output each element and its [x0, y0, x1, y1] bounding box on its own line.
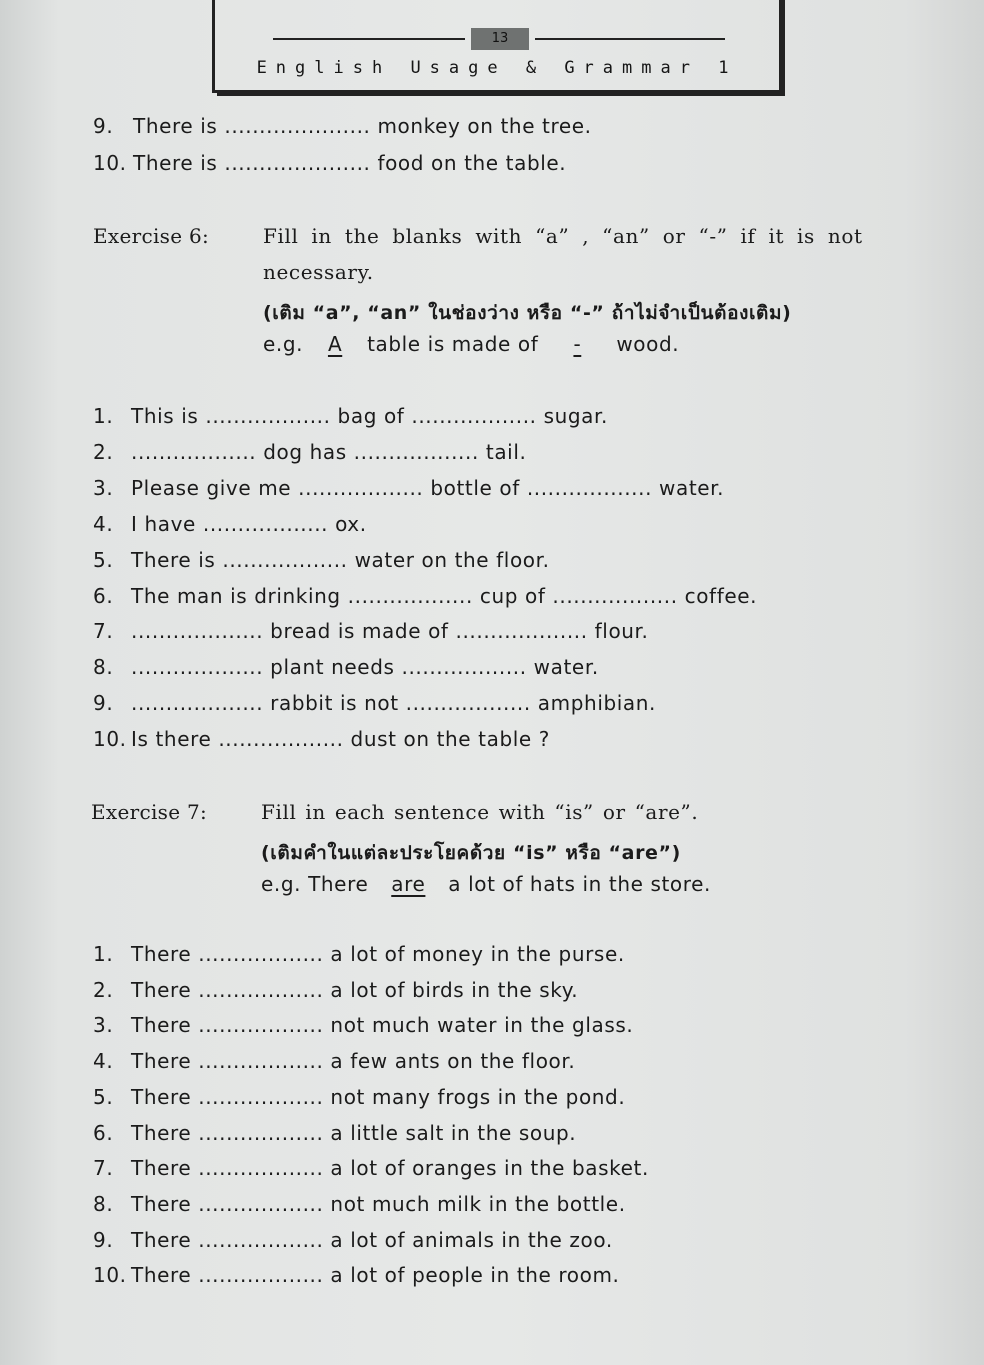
item-text: There .................. not many frogs in the pond. — [131, 1084, 626, 1109]
item-text: ................... plant needs .................. water. — [131, 655, 599, 680]
item-text: ................... bread is made of ................... flour. — [131, 619, 649, 644]
item-number: 1. — [93, 942, 114, 966]
item-number: 9. — [93, 691, 114, 716]
item-text: There .................. a lot of animals in the zoo. — [131, 1227, 613, 1252]
item-number: 6. — [93, 1120, 114, 1145]
header-rule-right — [535, 38, 725, 40]
exercise-6-instruction-cont: necessary. — [263, 260, 374, 284]
exercise-6-label: Exercise 6: — [93, 224, 210, 248]
item-number: 2. — [93, 439, 114, 464]
example-blank-1: A — [327, 332, 343, 356]
exercise-7-label: Exercise 7: — [91, 800, 208, 824]
item-number: 3. — [93, 475, 114, 500]
item-number: 10. — [93, 727, 127, 752]
item-text: Is there .................. dust on the table ? — [131, 727, 551, 752]
exercise-7-instruction: Fill in each sentence with “is” or “are”. — [261, 800, 699, 824]
item-text: There .................. a little salt in the soup. — [131, 1120, 577, 1145]
example-prefix: e.g. There — [261, 872, 369, 896]
header-rule-left — [273, 38, 465, 40]
item-number: 8. — [93, 1191, 114, 1216]
example-end: a lot of hats in the store. — [448, 872, 712, 896]
item-number: 2. — [93, 977, 114, 1002]
item-text: Please give me .................. bottle of .................. water. — [131, 475, 725, 500]
exercise-7-example — [261, 872, 711, 896]
item-text: There .................. not much water in the glass. — [131, 1013, 634, 1038]
item-text: There .................. not much milk in the bottle. — [131, 1191, 626, 1216]
item-text: There is ..................... monkey on the tree. — [133, 114, 592, 138]
item-text: The man is drinking .................. cup of .................. coffee. — [131, 583, 758, 608]
item-text: I have .................. ox. — [131, 511, 367, 536]
item-number: 9. — [93, 1227, 114, 1252]
item-text: There is .................. water on the floor. — [131, 547, 550, 572]
item-number: 6. — [93, 583, 114, 608]
example-end: wood. — [616, 332, 680, 356]
book-title: English Usage & Grammar 1 — [256, 58, 738, 78]
example-blank: are — [391, 872, 426, 896]
item-number: 7. — [93, 619, 114, 644]
item-text: There is ..................... food on the table. — [133, 151, 567, 175]
item-number: 5. — [93, 547, 114, 572]
item-text: ................... rabbit is not .................. amphibian. — [131, 691, 657, 716]
item-number: 8. — [93, 655, 114, 680]
item-text: This is .................. bag of .................. sugar. — [131, 404, 608, 428]
page-number: 13 — [471, 28, 529, 50]
exercise-6-example — [263, 332, 679, 356]
item-number: 5. — [93, 1084, 114, 1109]
item-number: 10. — [93, 1263, 127, 1288]
exercise-7-thai-instruction: (เติมคำในแต่ละประโยคด้วย “is” หรือ “are”) — [261, 842, 681, 864]
item-number: 4. — [93, 511, 114, 536]
item-text: There .................. a few ants on the floor. — [131, 1049, 576, 1074]
item-number: 4. — [93, 1049, 114, 1074]
item-text: There .................. a lot of oranges in the basket. — [131, 1156, 649, 1181]
item-number: 10. — [93, 151, 127, 175]
example-prefix: e.g. — [263, 332, 304, 356]
page-header — [212, 0, 782, 93]
example-middle: table is made of — [367, 332, 539, 356]
item-text: There .................. a lot of people in the room. — [131, 1263, 620, 1288]
item-text: There .................. a lot of birds in the sky. — [131, 977, 579, 1002]
item-number: 7. — [93, 1156, 114, 1181]
item-number: 3. — [93, 1013, 114, 1038]
item-text: There .................. a lot of money in the purse. — [131, 942, 625, 966]
exercise-6-instruction: Fill in the blanks with “a” , “an” or “-” if it is not — [263, 224, 863, 248]
example-blank-2: - — [573, 332, 582, 356]
item-number: 9. — [93, 114, 114, 138]
exercise-6-thai-instruction: (เติม “a”, “an” ในช่องว่าง หรือ “-” ถ้าไม่จำเป็นต้องเติม) — [263, 302, 792, 324]
item-text: .................. dog has .................. tail. — [131, 439, 527, 464]
item-number: 1. — [93, 404, 114, 428]
